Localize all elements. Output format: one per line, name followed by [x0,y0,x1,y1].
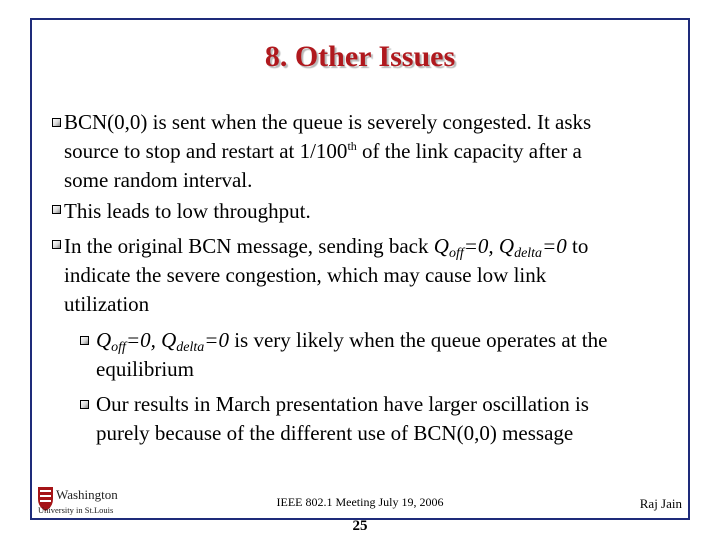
footer-meeting-info: IEEE 802.1 Meeting July 19, 2006 [276,495,444,509]
bullet-2-line-1: This leads to low throughput. [64,199,311,223]
q-delta-value: =0 [542,234,567,258]
sub-bullet-text-1 [96,326,607,384]
footer-author: Raj Jain [639,496,682,511]
bullet-text-3 [64,232,588,319]
q-off-subscript: off [448,246,464,261]
sub-bullet-marker [80,336,89,345]
slide-title: 8. Other Issues [264,40,456,73]
washington-university-logo [36,484,132,516]
sub-bullet-text-2 [96,390,589,448]
q-off-symbol: Q [96,328,112,352]
bullet-3-line-1b: to [566,234,589,258]
q-delta-value: =0 [204,328,229,352]
bullet-1-line-3: some random interval. [64,168,253,192]
bullet-text-2 [64,197,311,226]
bullet-text-1 [64,108,591,195]
superscript-th: th [347,139,357,153]
bullet-3-line-2: indicate the severe congestion, which may cause low link [64,263,547,287]
q-delta-subscript: delta [514,246,543,261]
sub-bullet-marker [80,400,89,409]
page-number: 25 [352,518,368,534]
q-delta-symbol: Q [498,234,515,258]
sub-bullet-2-line-2: purely because of the different use of BCN(0,0) message [96,421,574,445]
q-off-value: =0, [125,328,162,352]
sub-bullet-1-line-2: equilibrium [96,357,194,381]
sub-bullet-2-line-1: Our results in March presentation have larger oscillation is [96,392,589,416]
sub-bullet-1-line-1b: is very likely when the queue operates at the [228,328,608,352]
bullet-1-line-1: BCN(0,0) is sent when the queue is severely congested. It asks [64,110,592,134]
bullet-1-line-2a: source to stop and restart at 1/100 [64,139,348,163]
q-delta-symbol: Q [161,328,177,352]
bullet-marker [52,118,61,127]
bullet-3-line-1a: In the original BCN message, sending back [64,234,434,258]
q-delta-subscript: delta [176,340,205,355]
bullet-marker [52,205,61,214]
logo-wordmark: Washington [56,487,118,502]
bullet-3-line-3: utilization [64,292,150,316]
q-off-symbol: Q [433,234,449,258]
q-off-subscript: off [111,340,126,355]
bullet-marker [52,240,61,249]
bullet-1-line-2b: of the link capacity after a [356,139,582,163]
logo-subtext: University in St.Louis [38,505,114,515]
q-off-value: =0, [463,234,499,258]
